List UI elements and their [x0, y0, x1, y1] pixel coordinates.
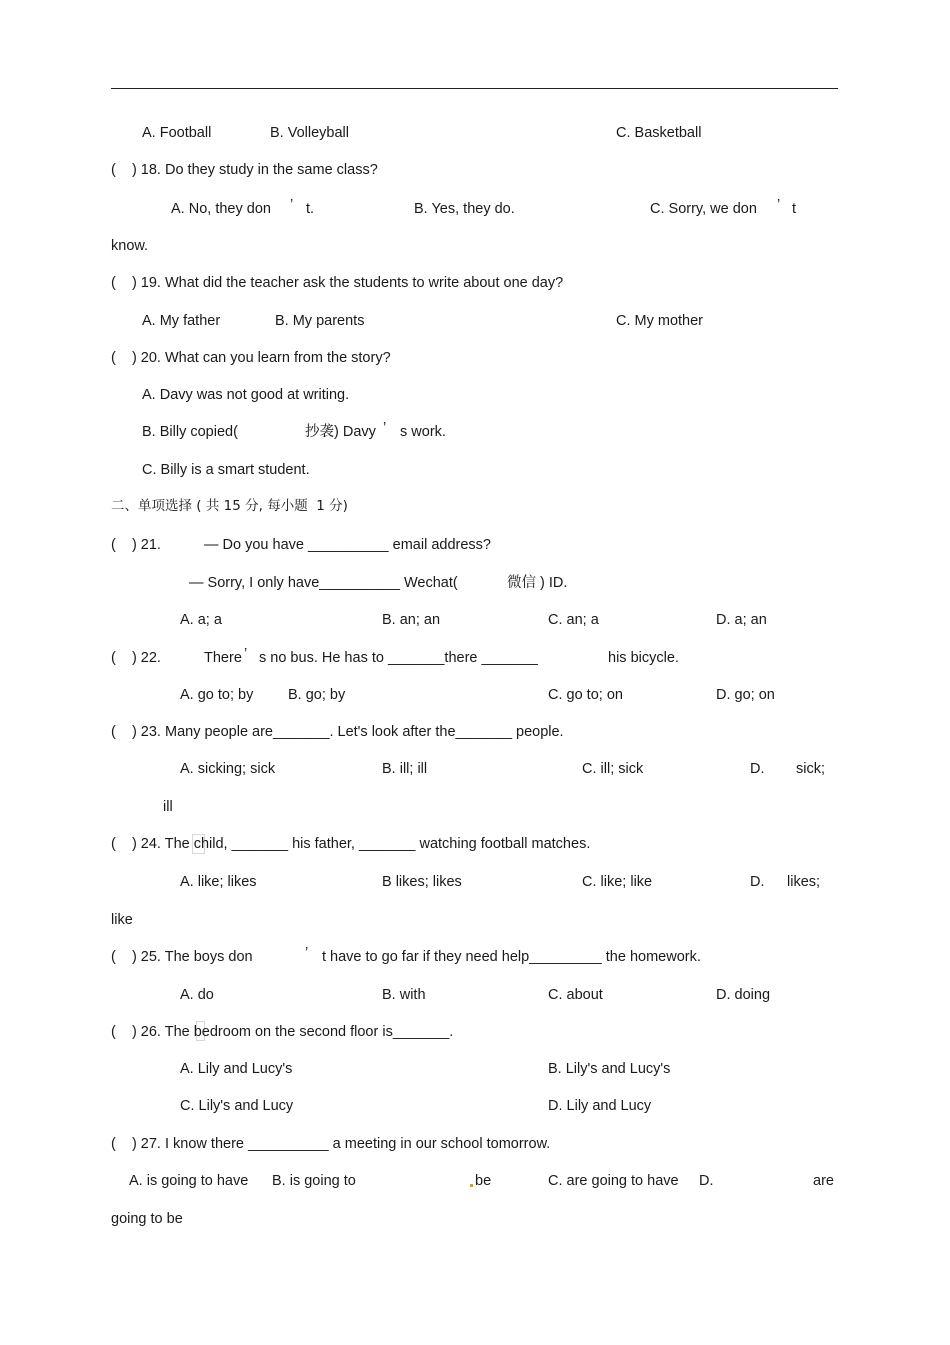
q21-option-b: B. an; an [382, 612, 441, 628]
q19-stem: ( ) 19. What did the teacher ask the students to write about one day? [111, 275, 564, 291]
q22-stem-end: his bicycle. [608, 650, 679, 666]
q25-stem-end: t have to go far if they need help_________ the homework. [322, 949, 701, 965]
q23-option-b: B. ill; ill [382, 761, 428, 777]
q22-option-a: A. go to; by [180, 687, 254, 703]
q26-option-c: C. Lily's and Lucy [180, 1098, 294, 1114]
q21-option-d: D. a; an [716, 612, 767, 628]
q24-option-a: A. like; likes [180, 874, 257, 890]
q22-stem-start: There [204, 650, 242, 666]
q24-option-b: B likes; likes [382, 874, 462, 890]
q25-option-c: C. about [548, 987, 603, 1003]
q22-option-c: C. go to; on [548, 687, 623, 703]
q26-stem: ( ) 26. The bedroom on the second floor is_______. [111, 1024, 454, 1040]
q19-option-b: B. My parents [275, 313, 365, 329]
q26-option-b: B. Lily's and Lucy's [548, 1061, 671, 1077]
q24-stem: ( ) 24. The child, _______ his father, _______ watching football matches. [111, 836, 591, 852]
q23-stem: ( ) 23. Many people are_______. Let's look after the_______ people. [111, 724, 564, 740]
q22-option-d: D. go; on [716, 687, 775, 703]
q18-option-c-text: C. Sorry, we don [650, 201, 757, 217]
q18-stem: ( ) 18. Do they study in the same class? [111, 162, 378, 178]
q20-option-b-apostrophe: ’ [383, 420, 387, 436]
q17-option-a: A. Football [142, 125, 212, 141]
q27-stem: ( ) 27. I know there __________ a meeting in our school tomorrow. [111, 1136, 551, 1152]
q18-option-b: B. Yes, they do. [414, 201, 515, 217]
q18-option-a-text: A. No, they don [171, 201, 271, 217]
scan-artifact-dot [470, 1184, 473, 1187]
q17-option-b: B. Volleyball [270, 125, 349, 141]
q22-stem-apostrophe: ’ [244, 646, 248, 662]
q25-option-a: A. do [180, 987, 214, 1003]
q21-option-c: C. an; a [548, 612, 599, 628]
q21-line-2-chinese: 微信 ) ID. [507, 575, 568, 591]
q18-option-a-end: t. [306, 201, 315, 217]
q25-stem-start: ( ) 25. The boys don [111, 949, 253, 965]
q20-option-a: A. Davy was not good at writing. [142, 387, 350, 403]
q21-number: ( ) 21. [111, 537, 161, 553]
q22-stem-middle: s no bus. He has to _______there _______ [259, 650, 538, 666]
q19-option-c: C. My mother [616, 313, 704, 329]
q23-option-d-text: sick; [796, 761, 825, 777]
q20-option-b-chinese: 抄袭) Davy [305, 424, 376, 440]
q23-option-d-wrap: ill [163, 799, 173, 815]
q27-option-b-end: be [475, 1173, 492, 1189]
q21-option-a: A. a; a [180, 612, 222, 628]
q22-number: ( ) 22. [111, 650, 161, 666]
q22-option-b: B. go; by [288, 687, 346, 703]
q27-option-a: A. is going to have [129, 1173, 249, 1189]
q20-option-c: C. Billy is a smart student. [142, 462, 310, 478]
q19-option-a: A. My father [142, 313, 221, 329]
q23-option-a: A. sicking; sick [180, 761, 276, 777]
q18-option-c-wrap: know. [111, 238, 149, 254]
section-heading: 二、单项选择 ( 共 15 分, 每小题 1 分) [111, 498, 348, 514]
q18-option-a-apostrophe: ’ [290, 197, 294, 213]
q27-option-b-text: B. is going to [272, 1173, 356, 1189]
q18-option-c-apostrophe: ’ [777, 197, 781, 213]
q24-option-d-text: likes; [787, 874, 821, 890]
q17-option-c: C. Basketball [616, 125, 702, 141]
q27-option-d-wrap: going to be [111, 1211, 183, 1227]
q20-option-b-end: s work. [400, 424, 446, 440]
q20-option-b-text: B. Billy copied( [142, 424, 238, 440]
q27-option-c: C. are going to have [548, 1173, 679, 1189]
q18-option-c-end: t [792, 201, 797, 217]
q23-option-c: C. ill; sick [582, 761, 644, 777]
q24-option-d-label: D. [750, 874, 765, 890]
q25-option-b: B. with [382, 987, 426, 1003]
q27-option-d-text: are [813, 1173, 834, 1189]
q24-option-c: C. like; like [582, 874, 653, 890]
q21-line-1: — Do you have __________ email address? [204, 537, 491, 553]
q26-option-a: A. Lily and Lucy's [180, 1061, 293, 1077]
header-rule [111, 88, 838, 89]
q26-option-d: D. Lily and Lucy [548, 1098, 652, 1114]
q27-option-d-label: D. [699, 1173, 714, 1189]
q20-stem: ( ) 20. What can you learn from the story? [111, 350, 391, 366]
q23-option-d-label: D. [750, 761, 765, 777]
q24-option-d-wrap: like [111, 912, 133, 928]
q25-stem-apostrophe: ’ [305, 945, 309, 961]
q21-line-2: — Sorry, I only have__________ Wechat( [189, 575, 458, 591]
q25-option-d: D. doing [716, 987, 771, 1003]
